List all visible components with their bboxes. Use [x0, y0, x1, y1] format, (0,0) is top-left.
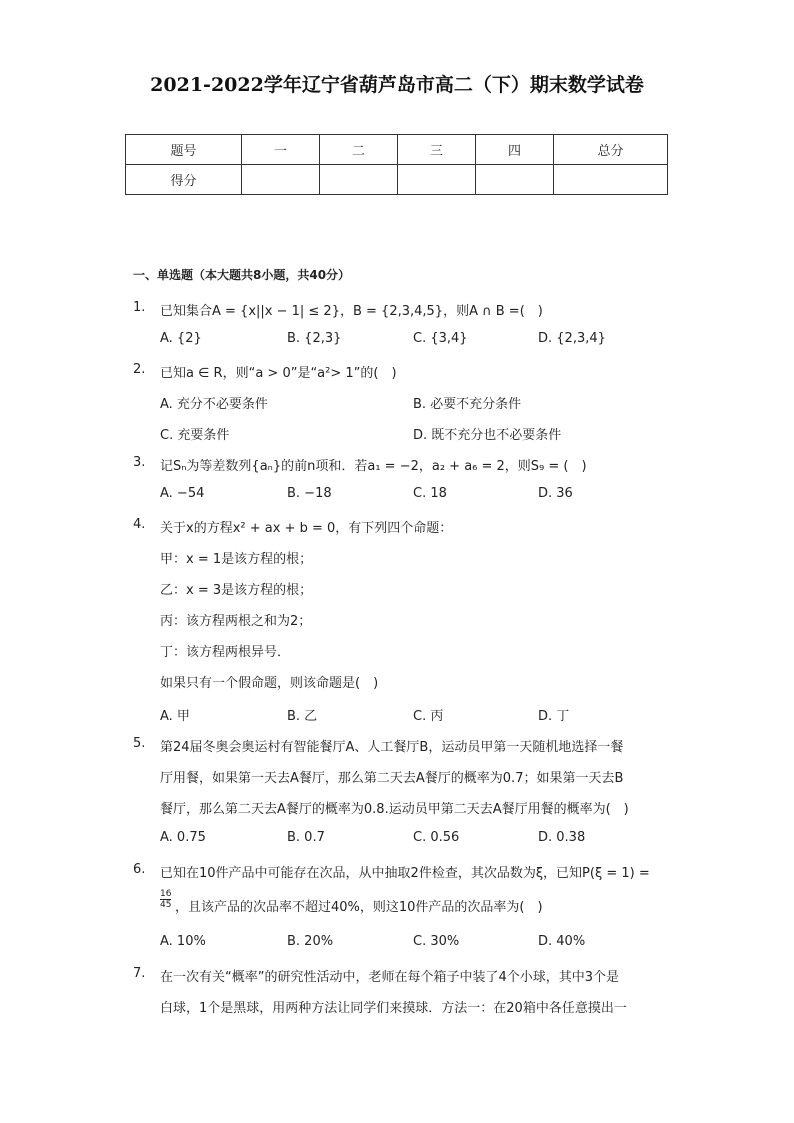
question-number: 7.	[133, 966, 146, 981]
question-text: 记Sₙ为等差数列{aₙ}的前n项和．若a₁ = −2，a₂ + a₆ = 2，则S₉ = ( )	[160, 459, 587, 474]
option-c: C. {3,4}	[413, 331, 468, 346]
question-text: 厅用餐，如果第一天去A餐厅，那么第二天去A餐厅的概率为0.7；如果第一天去B	[160, 771, 624, 786]
question-number: 3.	[133, 455, 146, 470]
score-cell	[242, 165, 320, 195]
question-text: 丙：该方程两根之和为2；	[160, 614, 312, 629]
option-c: C. 30%	[413, 934, 460, 949]
page-title: 2021-2022学年辽宁省葫芦岛市高二（下）期末数学试卷	[150, 74, 644, 96]
option-a: A. 0.75	[160, 830, 206, 845]
score-table-header-row	[126, 135, 668, 165]
question-number: 4.	[133, 517, 146, 532]
score-header-cell: 题号	[126, 135, 242, 165]
score-cell	[476, 165, 554, 195]
score-cell	[398, 165, 476, 195]
option-d: D. 既不充分也不必要条件	[413, 428, 562, 443]
question-text: 关于x的方程x² + ax + b = 0，有下列四个命题：	[160, 521, 453, 536]
option-b: B. 20%	[287, 934, 334, 949]
score-table-score-row	[126, 165, 668, 195]
option-a: A. −54	[160, 486, 205, 501]
fraction	[160, 889, 171, 910]
option-c: C. 18	[413, 486, 447, 501]
option-d: D. 36	[538, 486, 573, 501]
option-a: A. 甲	[160, 709, 190, 724]
option-d: D. 丁	[538, 709, 570, 724]
score-header-cell: 三	[398, 135, 476, 165]
section-heading: 一、单选题（本大题共8小题，共40分）	[133, 268, 351, 282]
question-text: 餐厅，那么第二天去A餐厅的概率为0.8.运动员甲第二天去A餐厅用餐的概率为( )	[160, 802, 629, 817]
score-header-cell: 总分	[554, 135, 668, 165]
option-b: B. 0.7	[287, 830, 325, 845]
score-table	[125, 134, 668, 195]
option-c: C. 充要条件	[160, 428, 230, 443]
score-header-cell: 四	[476, 135, 554, 165]
option-b: B. 必要不充分条件	[413, 397, 522, 412]
option-b: B. {2,3}	[287, 331, 342, 346]
question-text: 甲：x = 1是该方程的根；	[160, 552, 313, 567]
question-text: ，且该产品的次品率不超过40%，则这10件产品的次品率为( )	[175, 900, 543, 915]
option-b: B. −18	[287, 486, 332, 501]
score-header-cell: 一	[242, 135, 320, 165]
option-a: A. 充分不必要条件	[160, 397, 268, 412]
option-d: D. 40%	[538, 934, 586, 949]
question-number: 6.	[133, 862, 146, 877]
fraction-denominator: 45	[160, 900, 172, 910]
question-text: 已知a ∈ R，则“a > 0”是“a²> 1”的( )	[160, 366, 397, 381]
option-a: A. 10%	[160, 934, 206, 949]
score-cell	[320, 165, 398, 195]
option-c: C. 0.56	[413, 830, 460, 845]
option-c: C. 丙	[413, 709, 444, 724]
option-d: D. 0.38	[538, 830, 586, 845]
fraction-numerator: 16	[160, 889, 172, 899]
question-text: 白球，1个是黑球，用两种方法让同学们来摸球．方法一：在20箱中各任意摸出一	[160, 1001, 627, 1016]
option-d: D. {2,3,4}	[538, 331, 606, 346]
option-a: A. {2}	[160, 331, 202, 346]
question-text: 丁：该方程两根异号．	[160, 645, 291, 660]
question-text: 已知集合A = {x||x − 1| ≤ 2}，B = {2,3,4,5}，则A ∩ B =( )	[160, 304, 543, 319]
score-header-cell: 二	[320, 135, 398, 165]
question-text: 乙：x = 3是该方程的根；	[160, 583, 313, 598]
question-text: 已知在10件产品中可能存在次品，从中抽取2件检查，其次品数为ξ，已知P(ξ = 1) =	[160, 866, 650, 881]
score-cell	[554, 165, 668, 195]
score-row-label: 得分	[126, 165, 242, 195]
question-number: 5.	[133, 736, 146, 751]
option-b: B. 乙	[287, 709, 318, 724]
question-text: 在一次有关“概率”的研究性活动中，老师在每个箱子中装了4个小球，其中3个是	[160, 970, 620, 985]
question-number: 2.	[133, 362, 146, 377]
question-number: 1.	[133, 300, 146, 315]
question-text: 第24届冬奥会奥运村有智能餐厅A、人工餐厅B，运动员甲第一天随机地选择一餐	[160, 740, 624, 755]
question-text: 如果只有一个假命题，则该命题是( )	[160, 676, 379, 691]
